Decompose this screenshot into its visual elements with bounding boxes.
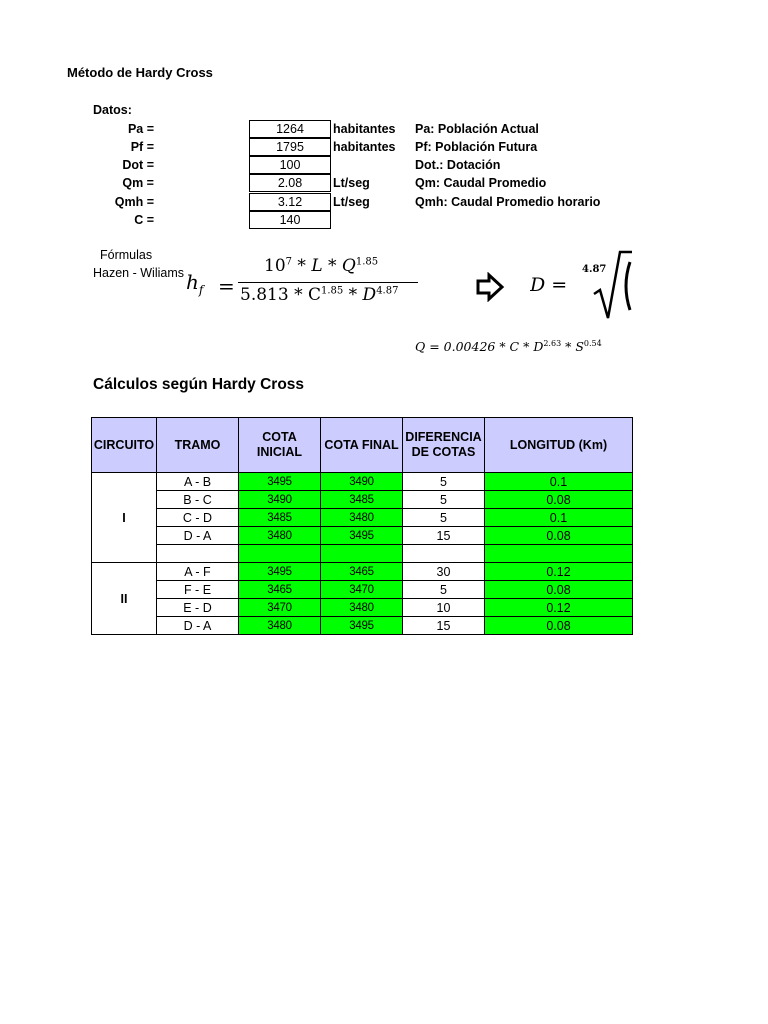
table-row: [92, 563, 633, 581]
datos-label: Datos:: [93, 103, 132, 117]
formula-hf-den-b-exp: 4.87: [376, 285, 399, 297]
datos-row: [93, 211, 523, 229]
formula-hf-numerator: [264, 256, 378, 276]
formula-hf-fraction-bar: [238, 282, 418, 283]
table-header-row: [92, 418, 633, 473]
table-row: [92, 617, 633, 635]
longitud-cell: [485, 545, 633, 563]
datos-description: Qmh: Caudal Promedio horario: [415, 195, 601, 209]
formula-hf-lhs-sub: f: [198, 283, 204, 297]
cota-final-cell: [321, 545, 403, 563]
cota-inicial-cell: [239, 545, 321, 563]
cota-inicial-cell: 3490: [239, 491, 321, 509]
longitud-cell: 0.1: [485, 509, 633, 527]
longitud-cell: 0.08: [485, 491, 633, 509]
circuit-cell: II: [92, 563, 157, 635]
diferencia-cell: 5: [403, 473, 485, 491]
formula-hf-den-b: * D: [343, 285, 377, 305]
cota-final-cell: 3470: [321, 581, 403, 599]
datos-value-cell: 2.08: [249, 174, 331, 192]
datos-row: [93, 174, 547, 192]
diferencia-cell: 5: [403, 491, 485, 509]
table-row: [92, 527, 633, 545]
datos-unit: habitantes: [333, 140, 396, 154]
datos-description: Pf: Población Futura: [415, 140, 538, 154]
tramo-cell: B - C: [157, 491, 239, 509]
datos-value-cell: 3.12: [249, 193, 331, 211]
cota-inicial-cell: 3495: [239, 563, 321, 581]
diferencia-cell: [403, 545, 485, 563]
cota-final-cell: 3485: [321, 491, 403, 509]
longitud-cell: 0.08: [485, 527, 633, 545]
diferencia-cell: 30: [403, 563, 485, 581]
datos-label-cell: Qm =: [122, 176, 154, 190]
circuit-cell: I: [92, 473, 157, 563]
arrow-right-icon: [475, 272, 505, 307]
datos-row: [93, 193, 601, 211]
formula-q-a-exp: 2.63: [543, 339, 562, 348]
formula-hf-num-b-exp: 1.85: [355, 256, 379, 268]
formulas-label: Fórmulas: [100, 248, 153, 262]
tramo-cell: A - F: [157, 563, 239, 581]
tramo-cell: E - D: [157, 599, 239, 617]
datos-label-cell: Dot =: [122, 158, 154, 172]
table-row: [92, 473, 633, 491]
diferencia-cell: 5: [403, 581, 485, 599]
cota-inicial-cell: 3470: [239, 599, 321, 617]
datos-value-cell: 140: [249, 211, 331, 229]
header-longitud: LONGITUD (Km): [485, 418, 633, 473]
longitud-cell: 0.12: [485, 563, 633, 581]
tramo-cell: D - A: [157, 617, 239, 635]
diferencia-cell: 10: [403, 599, 485, 617]
page-title: Método de Hardy Cross: [67, 65, 213, 80]
formula-hf-num-a: 10: [264, 256, 286, 276]
table-row: [92, 509, 633, 527]
datos-label-cell: C =: [134, 213, 154, 227]
table-row: [92, 545, 633, 563]
formula-q-b: * S: [561, 339, 584, 355]
table-row: [92, 599, 633, 617]
radical-sign-icon: [592, 250, 632, 322]
formula-hf-den-a: 5.813 * C: [240, 285, 321, 305]
table-row: [92, 491, 633, 509]
longitud-cell: 0.08: [485, 581, 633, 599]
header-diferencia: DIFERENCIA DE COTAS: [403, 418, 485, 473]
datos-label-cell: Pa =: [127, 122, 154, 136]
cota-inicial-cell: 3495: [239, 473, 321, 491]
formula-hf-den-a-exp: 1.85: [320, 285, 344, 297]
datos-label-cell: Pf =: [130, 140, 154, 154]
formula-hf-num-b: * L * Q: [292, 256, 356, 276]
datos-row: [93, 138, 538, 156]
tramo-cell: C - D: [157, 509, 239, 527]
diferencia-cell: 5: [403, 509, 485, 527]
table-row: [92, 581, 633, 599]
formula-q-a: Q = 0.00426 * C * D: [415, 339, 544, 355]
formula-d-lhs: D =: [530, 274, 574, 296]
hazen-williams-label: Hazen - Wiliams: [93, 266, 184, 280]
header-cota-final: COTA FINAL: [321, 418, 403, 473]
cota-inicial-cell: 3485: [239, 509, 321, 527]
tramo-cell: A - B: [157, 473, 239, 491]
datos-unit: Lt/seg: [333, 176, 370, 190]
datos-value-cell: 1795: [249, 138, 331, 156]
datos-description: Pa: Población Actual: [415, 122, 539, 136]
cota-final-cell: 3480: [321, 599, 403, 617]
cota-inicial-cell: 3480: [239, 617, 321, 635]
datos-label-cell: Qmh =: [114, 195, 154, 209]
datos-description: Dot.: Dotación: [415, 158, 501, 172]
formula-hf-denominator: [240, 285, 398, 305]
datos-row: [93, 156, 523, 174]
datos-unit: Lt/seg: [333, 195, 370, 209]
longitud-cell: 0.08: [485, 617, 633, 635]
datos-value-cell: 100: [249, 156, 331, 174]
formula-q-b-exp: 0.54: [583, 339, 602, 348]
header-tramo: TRAMO: [157, 418, 239, 473]
formula-hf-lhs: h: [186, 270, 199, 294]
cota-final-cell: 3495: [321, 617, 403, 635]
formula-d: [530, 250, 632, 322]
tramo-cell: [157, 545, 239, 563]
cota-final-cell: 3465: [321, 563, 403, 581]
datos-row: [93, 120, 539, 138]
tramo-cell: D - A: [157, 527, 239, 545]
tramo-cell: F - E: [157, 581, 239, 599]
cota-final-cell: 3480: [321, 509, 403, 527]
formula-d-root-index: 4.87: [582, 264, 607, 275]
longitud-cell: 0.1: [485, 473, 633, 491]
formula-q: [415, 339, 602, 354]
cota-final-cell: 3490: [321, 473, 403, 491]
cota-inicial-cell: 3465: [239, 581, 321, 599]
formula-hf: $h_f$ = $10^7$ * L * $Q^{1.85}$ $5.813 * C^{1.85} * D^{4.87}$: [186, 256, 426, 308]
cota-inicial-cell: 3480: [239, 527, 321, 545]
datos-description: Qm: Caudal Promedio: [415, 176, 547, 190]
diferencia-cell: 15: [403, 617, 485, 635]
formula-hf-num-a-exp: 7: [285, 256, 293, 268]
header-circuito: CIRCUITO: [92, 418, 157, 473]
hardy-cross-table: [91, 417, 633, 635]
longitud-cell: 0.12: [485, 599, 633, 617]
header-cota-inicial: COTA INICIAL: [239, 418, 321, 473]
cota-final-cell: 3495: [321, 527, 403, 545]
calc-section-title: Cálculos según Hardy Cross: [93, 376, 305, 393]
datos-value-cell: 1264: [249, 120, 331, 138]
datos-unit: habitantes: [333, 122, 396, 136]
diferencia-cell: 15: [403, 527, 485, 545]
